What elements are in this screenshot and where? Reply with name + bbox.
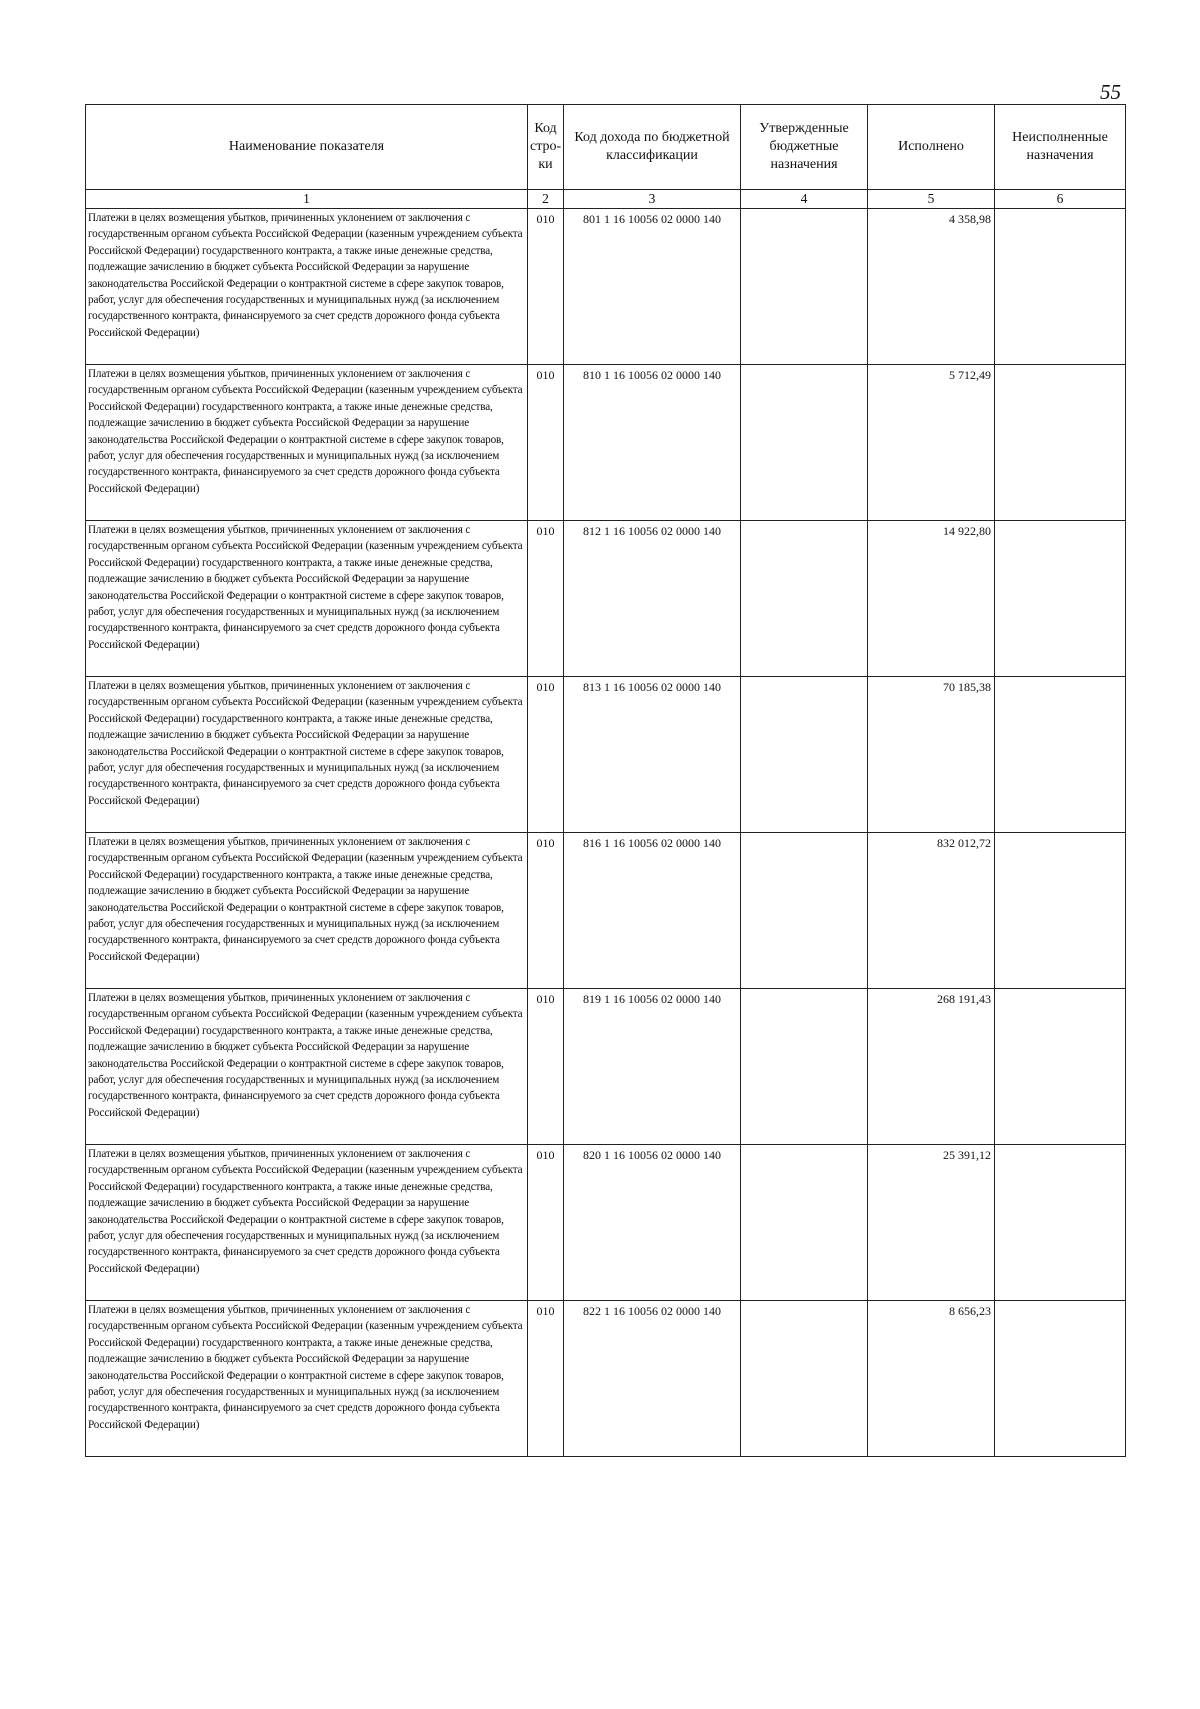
header-executed: Исполнено (868, 105, 995, 190)
approved-cell (741, 209, 868, 365)
executed-cell: 14 922,80 (868, 521, 995, 677)
executed-cell: 8 656,23 (868, 1301, 995, 1457)
column-number: 3 (564, 190, 741, 209)
page-number: 55 (1100, 80, 1121, 104)
approved-cell (741, 989, 868, 1145)
approved-cell (741, 833, 868, 989)
unexecuted-cell (995, 365, 1126, 521)
table-row (86, 833, 1126, 989)
indicator-name-cell: Платежи в целях возмещения убытков, причиненных уклонением от заключения с государственным органом субъекта Российской Федерации (казенным учреждением субъекта Российской Федерации) государственного контракта, а также иные денежные средства, подлежащие зачислению в бюджет субъекта Российской Федерации за нарушение законодательства Российской Федерации о контрактной системе в сфере закупок товаров, работ, услуг для обеспечения государственных и муниципальных нужд (за исключением государственного контракта, финансируемого за счет средств дорожного фонда субъекта Российской Федерации) (86, 677, 528, 833)
table-row (86, 1145, 1126, 1301)
table-row (86, 1301, 1126, 1457)
header-unexecuted: Неисполненные назначения (995, 105, 1126, 190)
header-line-code: Код стро-ки (528, 105, 564, 190)
indicator-name-cell: Платежи в целях возмещения убытков, причиненных уклонением от заключения с государственным органом субъекта Российской Федерации (казенным учреждением субъекта Российской Федерации) государственного контракта, а также иные денежные средства, подлежащие зачислению в бюджет субъекта Российской Федерации за нарушение законодательства Российской Федерации о контрактной системе в сфере закупок товаров, работ, услуг для обеспечения государственных и муниципальных нужд (за исключением государственного контракта, финансируемого за счет средств дорожного фонда субъекта Российской Федерации) (86, 1301, 528, 1457)
income-code-cell: 813 1 16 10056 02 0000 140 (564, 677, 741, 833)
line-code-cell: 010 (528, 989, 564, 1145)
approved-cell (741, 677, 868, 833)
line-code-cell: 010 (528, 833, 564, 989)
line-code-cell: 010 (528, 365, 564, 521)
indicator-name-cell: Платежи в целях возмещения убытков, причиненных уклонением от заключения с государственным органом субъекта Российской Федерации (казенным учреждением субъекта Российской Федерации) государственного контракта, а также иные денежные средства, подлежащие зачислению в бюджет субъекта Российской Федерации за нарушение законодательства Российской Федерации о контрактной системе в сфере закупок товаров, работ, услуг для обеспечения государственных и муниципальных нужд (за исключением государственного контракта, финансируемого за счет средств дорожного фонда субъекта Российской Федерации) (86, 833, 528, 989)
unexecuted-cell (995, 1301, 1126, 1457)
executed-cell: 70 185,38 (868, 677, 995, 833)
header-approved: Утвержденные бюджетные назначения (741, 105, 868, 190)
table-header-row (86, 105, 1126, 190)
table-row (86, 365, 1126, 521)
column-number: 1 (86, 190, 528, 209)
executed-cell: 25 391,12 (868, 1145, 995, 1301)
unexecuted-cell (995, 989, 1126, 1145)
income-code-cell: 810 1 16 10056 02 0000 140 (564, 365, 741, 521)
indicator-name-cell: Платежи в целях возмещения убытков, причиненных уклонением от заключения с государственным органом субъекта Российской Федерации (казенным учреждением субъекта Российской Федерации) государственного контракта, а также иные денежные средства, подлежащие зачислению в бюджет субъекта Российской Федерации за нарушение законодательства Российской Федерации о контрактной системе в сфере закупок товаров, работ, услуг для обеспечения государственных и муниципальных нужд (за исключением государственного контракта, финансируемого за счет средств дорожного фонда субъекта Российской Федерации) (86, 365, 528, 521)
line-code-cell: 010 (528, 209, 564, 365)
unexecuted-cell (995, 1145, 1126, 1301)
budget-income-table (85, 104, 1126, 1457)
unexecuted-cell (995, 209, 1126, 365)
table-row (86, 521, 1126, 677)
line-code-cell: 010 (528, 1301, 564, 1457)
line-code-cell: 010 (528, 677, 564, 833)
executed-cell: 832 012,72 (868, 833, 995, 989)
column-number-row (86, 190, 1126, 209)
table-row (86, 677, 1126, 833)
column-number: 2 (528, 190, 564, 209)
table-row (86, 209, 1126, 365)
income-code-cell: 822 1 16 10056 02 0000 140 (564, 1301, 741, 1457)
indicator-name-cell: Платежи в целях возмещения убытков, причиненных уклонением от заключения с государственным органом субъекта Российской Федерации (казенным учреждением субъекта Российской Федерации) государственного контракта, а также иные денежные средства, подлежащие зачислению в бюджет субъекта Российской Федерации за нарушение законодательства Российской Федерации о контрактной системе в сфере закупок товаров, работ, услуг для обеспечения государственных и муниципальных нужд (за исключением государственного контракта, финансируемого за счет средств дорожного фонда субъекта Российской Федерации) (86, 989, 528, 1145)
income-code-cell: 819 1 16 10056 02 0000 140 (564, 989, 741, 1145)
income-code-cell: 816 1 16 10056 02 0000 140 (564, 833, 741, 989)
column-number: 5 (868, 190, 995, 209)
income-code-cell: 820 1 16 10056 02 0000 140 (564, 1145, 741, 1301)
executed-cell: 5 712,49 (868, 365, 995, 521)
line-code-cell: 010 (528, 521, 564, 677)
income-code-cell: 812 1 16 10056 02 0000 140 (564, 521, 741, 677)
column-number: 6 (995, 190, 1126, 209)
approved-cell (741, 1301, 868, 1457)
indicator-name-cell: Платежи в целях возмещения убытков, причиненных уклонением от заключения с государственным органом субъекта Российской Федерации (казенным учреждением субъекта Российской Федерации) государственного контракта, а также иные денежные средства, подлежащие зачислению в бюджет субъекта Российской Федерации за нарушение законодательства Российской Федерации о контрактной системе в сфере закупок товаров, работ, услуг для обеспечения государственных и муниципальных нужд (за исключением государственного контракта, финансируемого за счет средств дорожного фонда субъекта Российской Федерации) (86, 1145, 528, 1301)
column-number: 4 (741, 190, 868, 209)
unexecuted-cell (995, 833, 1126, 989)
approved-cell (741, 521, 868, 677)
executed-cell: 4 358,98 (868, 209, 995, 365)
executed-cell: 268 191,43 (868, 989, 995, 1145)
indicator-name-cell: Платежи в целях возмещения убытков, причиненных уклонением от заключения с государственным органом субъекта Российской Федерации (казенным учреждением субъекта Российской Федерации) государственного контракта, а также иные денежные средства, подлежащие зачислению в бюджет субъекта Российской Федерации за нарушение законодательства Российской Федерации о контрактной системе в сфере закупок товаров, работ, услуг для обеспечения государственных и муниципальных нужд (за исключением государственного контракта, финансируемого за счет средств дорожного фонда субъекта Российской Федерации) (86, 521, 528, 677)
line-code-cell: 010 (528, 1145, 564, 1301)
approved-cell (741, 365, 868, 521)
header-name: Наименование показателя (86, 105, 528, 190)
header-income-code: Код дохода по бюджетной классификации (564, 105, 741, 190)
income-code-cell: 801 1 16 10056 02 0000 140 (564, 209, 741, 365)
approved-cell (741, 1145, 868, 1301)
indicator-name-cell: Платежи в целях возмещения убытков, причиненных уклонением от заключения с государственным органом субъекта Российской Федерации (казенным учреждением субъекта Российской Федерации) государственного контракта, а также иные денежные средства, подлежащие зачислению в бюджет субъекта Российской Федерации за нарушение законодательства Российской Федерации о контрактной системе в сфере закупок товаров, работ, услуг для обеспечения государственных и муниципальных нужд (за исключением государственного контракта, финансируемого за счет средств дорожного фонда субъекта Российской Федерации) (86, 209, 528, 365)
unexecuted-cell (995, 677, 1126, 833)
unexecuted-cell (995, 521, 1126, 677)
table-row (86, 989, 1126, 1145)
